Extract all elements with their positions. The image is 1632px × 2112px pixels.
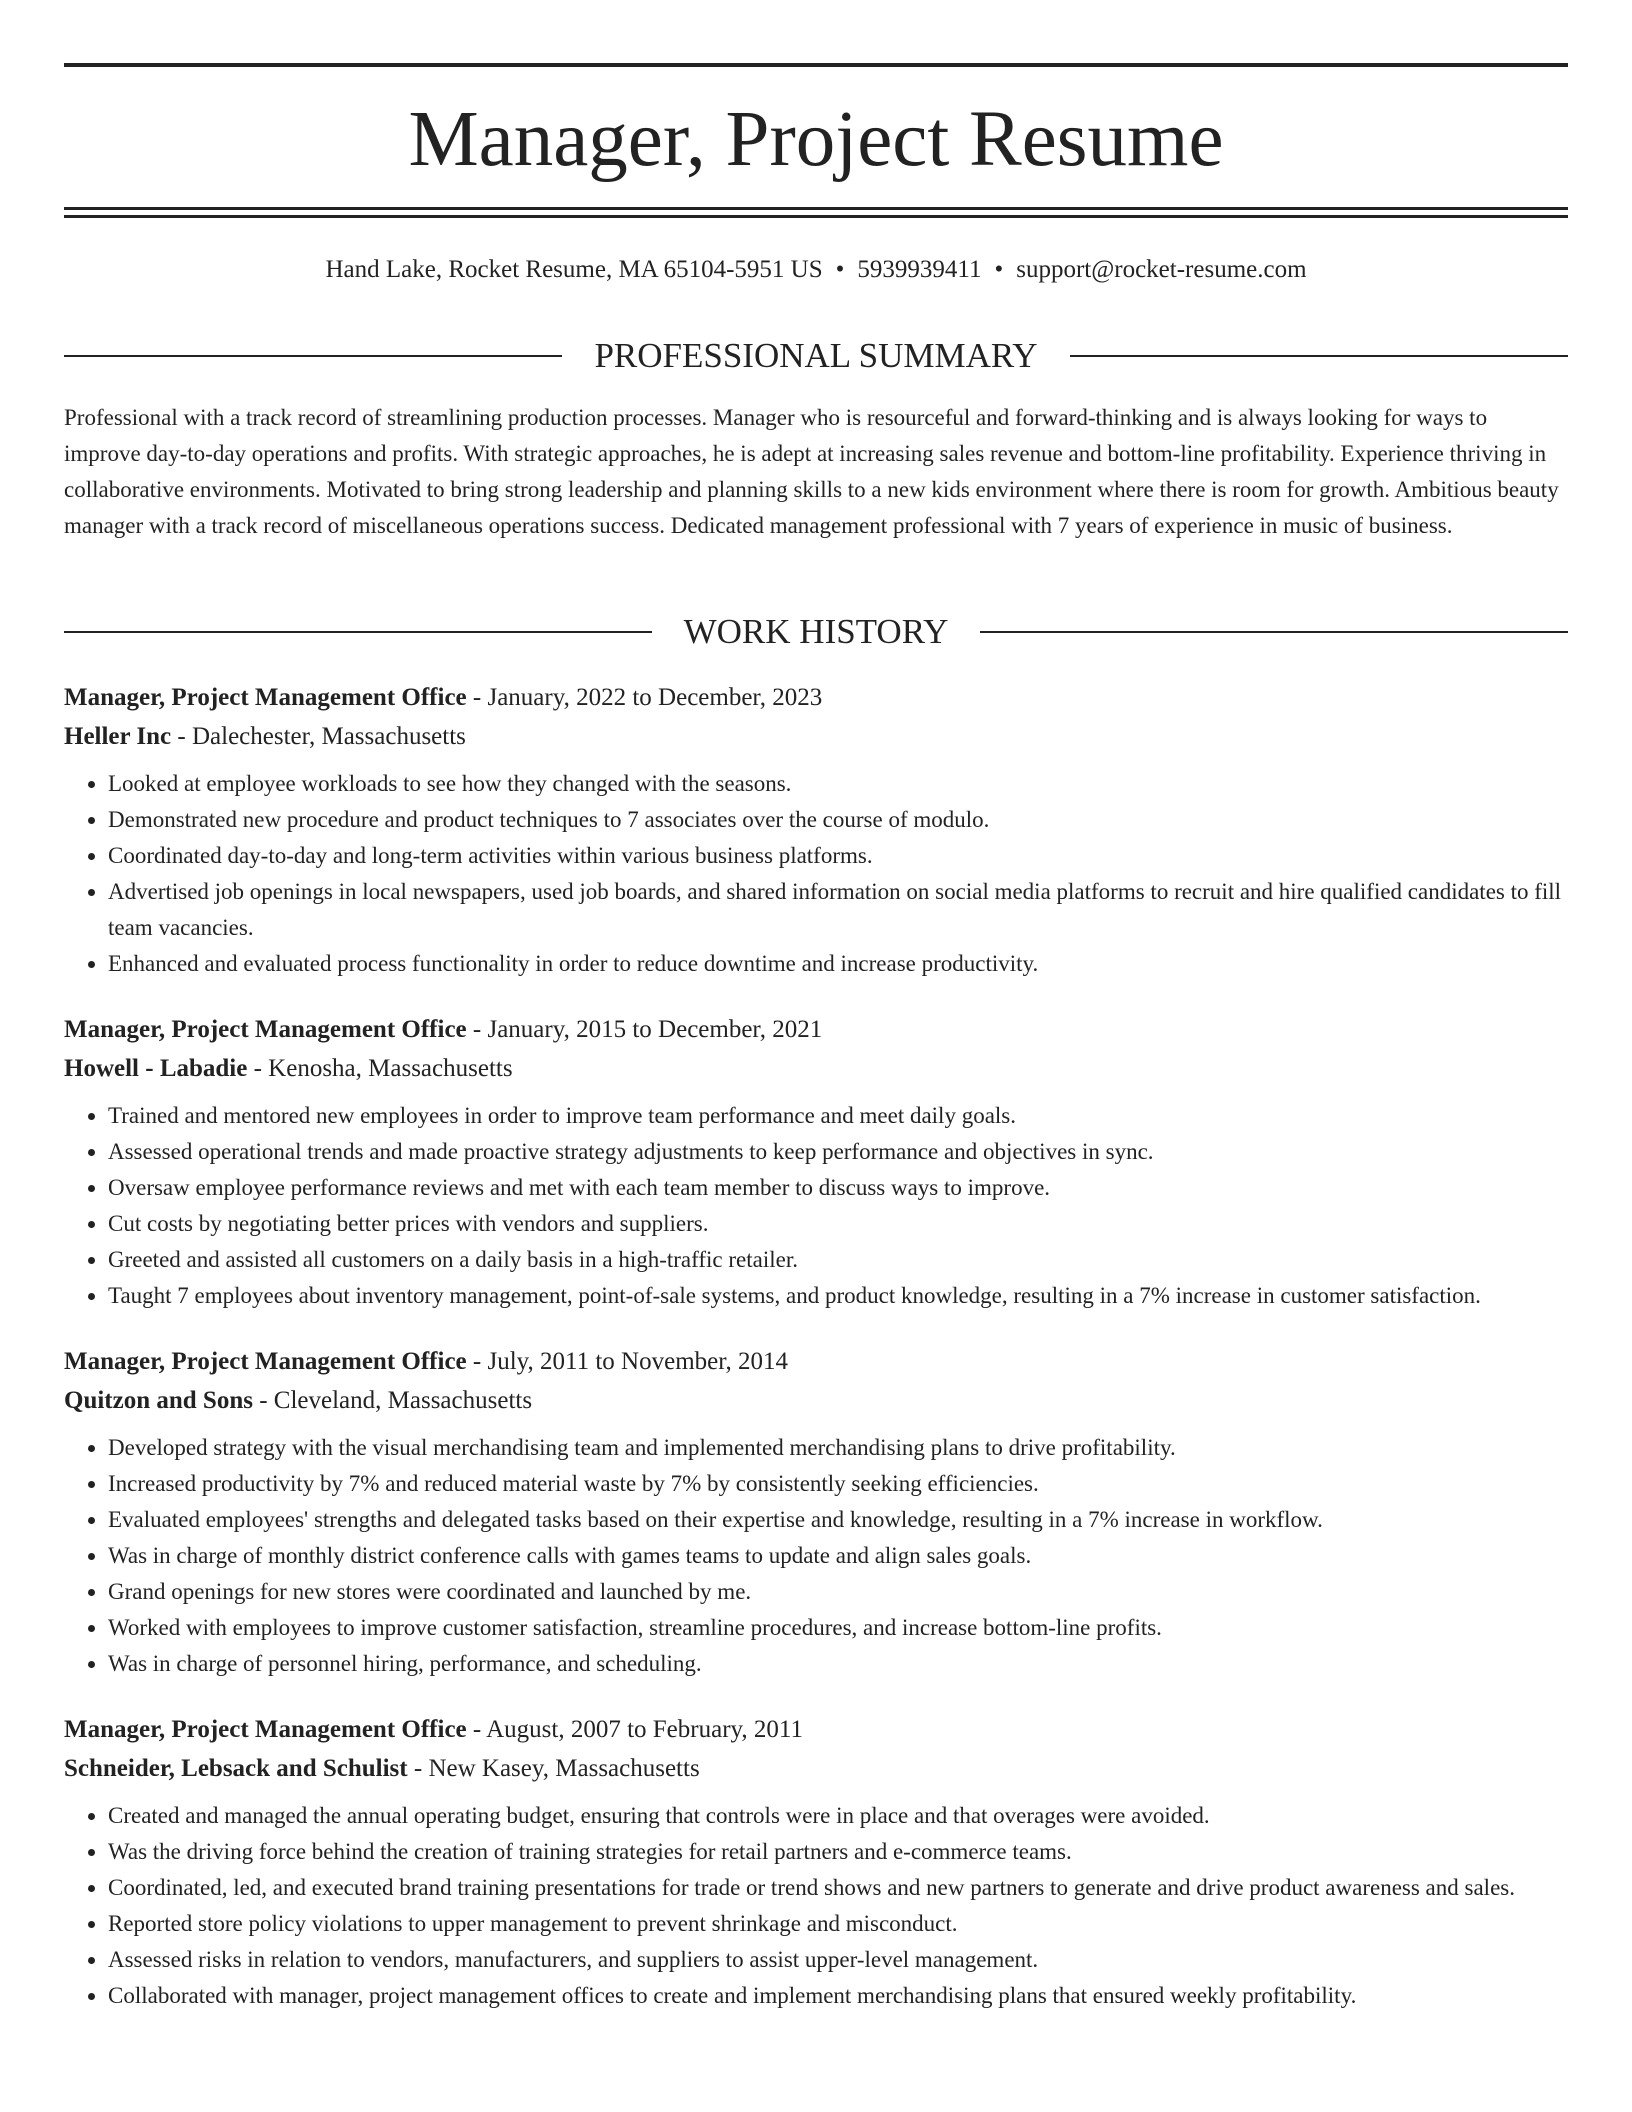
job-bullet: • Coordinated, led, and executed brand training presentations for trade or trend shows and new partners to generate and drive product awareness and sales. <box>108 1870 1568 1906</box>
job-entry <box>64 1010 1568 1314</box>
summary-heading <box>64 334 1568 378</box>
job-bullet: • Cut costs by negotiating better prices with vendors and suppliers. <box>108 1206 1568 1242</box>
job-location: Kenosha, Massachusetts <box>268 1055 513 1082</box>
contact-email: support@rocket-resume.com <box>1016 256 1307 283</box>
heading-rule-right <box>1070 355 1568 357</box>
job-bullet: • Worked with employees to improve customer satisfaction, streamline procedures, and increase bottom-line profits. <box>108 1610 1568 1646</box>
job-entry <box>64 1710 1568 2014</box>
job-entry <box>64 678 1568 982</box>
job-title: Manager, Project Management Office <box>64 1016 467 1043</box>
job-bullet: • Enhanced and evaluated process functionality in order to reduce downtime and increase productivity. <box>108 946 1568 982</box>
heading-rule-left <box>64 631 652 633</box>
job-company: Howell - Labadie <box>64 1055 248 1082</box>
job-dash: - <box>466 1348 488 1375</box>
job-bullet: • Was in charge of monthly district conference calls with games teams to update and align sales goals. <box>108 1538 1568 1574</box>
contact-separator: • <box>994 256 1004 283</box>
job-location: New Kasey, Massachusetts <box>428 1755 700 1782</box>
work-history-list <box>64 678 1568 2042</box>
job-bullet: • Demonstrated new procedure and product techniques to 7 associates over the course of modulo. <box>108 802 1568 838</box>
job-dates: August, 2007 to February, 2011 <box>486 1716 803 1743</box>
job-bullet: • Grand openings for new stores were coordinated and launched by me. <box>108 1574 1568 1610</box>
job-entry <box>64 1342 1568 1682</box>
job-bullet: • Assessed operational trends and made proactive strategy adjustments to keep performance and objectives in sync. <box>108 1134 1568 1170</box>
job-bullet: • Oversaw employee performance reviews and met with each team member to discuss ways to improve. <box>108 1170 1568 1206</box>
job-dates: January, 2022 to December, 2023 <box>487 684 823 711</box>
job-dash: - <box>466 1016 488 1043</box>
job-title-line <box>64 678 1568 717</box>
job-dash: - <box>252 1387 274 1414</box>
job-dash: - <box>407 1755 429 1782</box>
job-bullet-list <box>64 1098 1568 1314</box>
resume-title: Manager, Project Resume <box>408 96 1224 183</box>
job-dates: January, 2015 to December, 2021 <box>487 1016 823 1043</box>
job-bullet: • Developed strategy with the visual merchandising team and implemented merchandising plans to drive profitability. <box>108 1430 1568 1466</box>
work-history-heading <box>64 610 1568 654</box>
job-company: Quitzon and Sons <box>64 1387 253 1414</box>
job-title: Manager, Project Management Office <box>64 684 467 711</box>
job-location: Dalechester, Massachusetts <box>191 723 466 750</box>
job-bullet-list <box>64 1430 1568 1682</box>
heading-rule-left <box>64 355 562 357</box>
job-bullet: • Created and managed the annual operating budget, ensuring that controls were in place and that overages were avoided. <box>108 1798 1568 1834</box>
job-company: Heller Inc <box>64 723 172 750</box>
job-dash: - <box>466 1716 487 1743</box>
job-company-line <box>64 717 1568 756</box>
heading-rule-right <box>980 631 1568 633</box>
job-title-line <box>64 1010 1568 1049</box>
job-title: Manager, Project Management Office <box>64 1348 467 1375</box>
job-title: Manager, Project Management Office <box>64 1716 467 1743</box>
job-bullet: • Was the driving force behind the creation of training strategies for retail partners and e-commerce teams. <box>108 1834 1568 1870</box>
job-company-line <box>64 1049 1568 1088</box>
job-company-line <box>64 1381 1568 1420</box>
job-company-line <box>64 1749 1568 1788</box>
title-double-rule <box>64 207 1568 218</box>
job-bullet: • Reported store policy violations to upper management to prevent shrinkage and misconduct. <box>108 1906 1568 1942</box>
job-bullet: • Greeted and assisted all customers on a daily basis in a high-traffic retailer. <box>108 1242 1568 1278</box>
top-rule <box>64 63 1568 67</box>
job-bullet: • Coordinated day-to-day and long-term activities within various business platforms. <box>108 838 1568 874</box>
job-bullet: • Evaluated employees' strengths and delegated tasks based on their expertise and knowledge, resulting in a 7% increase in workflow. <box>108 1502 1568 1538</box>
job-title-line <box>64 1710 1568 1749</box>
job-bullet-list <box>64 1798 1568 2014</box>
job-dash: - <box>466 684 488 711</box>
job-bullet: • Advertised job openings in local newspapers, used job boards, and shared information on social media platforms to recruit and hire qualified candidates to fill team vacancies. <box>108 874 1568 946</box>
job-bullet: • Collaborated with manager, project management offices to create and implement merchandising plans that ensured weekly profitability. <box>108 1978 1568 2014</box>
work-history-heading-label: WORK HISTORY <box>683 612 949 651</box>
job-bullet-list <box>64 766 1568 982</box>
contact-phone: 5939939411 <box>857 256 982 283</box>
contact-separator: • <box>835 256 845 283</box>
job-bullet: • Trained and mentored new employees in order to improve team performance and meet daily goals. <box>108 1098 1568 1134</box>
job-title-line <box>64 1342 1568 1381</box>
summary-text: Professional with a track record of streamlining production processes. Manager who is resourceful and forward-thinking and is always looking for ways to improve day-to-day operations and profits. With strategic approaches, he is adept at increasing sales revenue and bottom-line profitability. Experience thriving in collaborative environments. Motivated to bring strong leadership and planning skills to a new kids environment where there is room for growth. Ambitious beauty manager with a track record of miscellaneous operations success. Dedicated management professional with 7 years of experience in music of business. <box>64 405 1559 538</box>
job-bullet: • Assessed risks in relation to vendors, manufacturers, and suppliers to assist upper-level management. <box>108 1942 1568 1978</box>
contact-line <box>64 253 1568 287</box>
job-location: Cleveland, Massachusetts <box>273 1387 533 1414</box>
job-bullet: • Was in charge of personnel hiring, performance, and scheduling. <box>108 1646 1568 1682</box>
contact-address: Hand Lake, Rocket Resume, MA 65104-5951 US <box>325 256 823 283</box>
job-dates: July, 2011 to November, 2014 <box>487 1348 789 1375</box>
job-dash: - <box>247 1055 269 1082</box>
job-dash: - <box>171 723 192 750</box>
job-bullet: • Increased productivity by 7% and reduced material waste by 7% by consistently seeking efficiencies. <box>108 1466 1568 1502</box>
job-bullet: • Looked at employee workloads to see how they changed with the seasons. <box>108 766 1568 802</box>
job-company: Schneider, Lebsack and Schulist <box>64 1755 408 1782</box>
job-bullet: • Taught 7 employees about inventory management, point-of-sale systems, and product knowledge, resulting in a 7% increase in customer satisfaction. <box>108 1278 1568 1314</box>
summary-heading-label: PROFESSIONAL SUMMARY <box>594 336 1038 375</box>
